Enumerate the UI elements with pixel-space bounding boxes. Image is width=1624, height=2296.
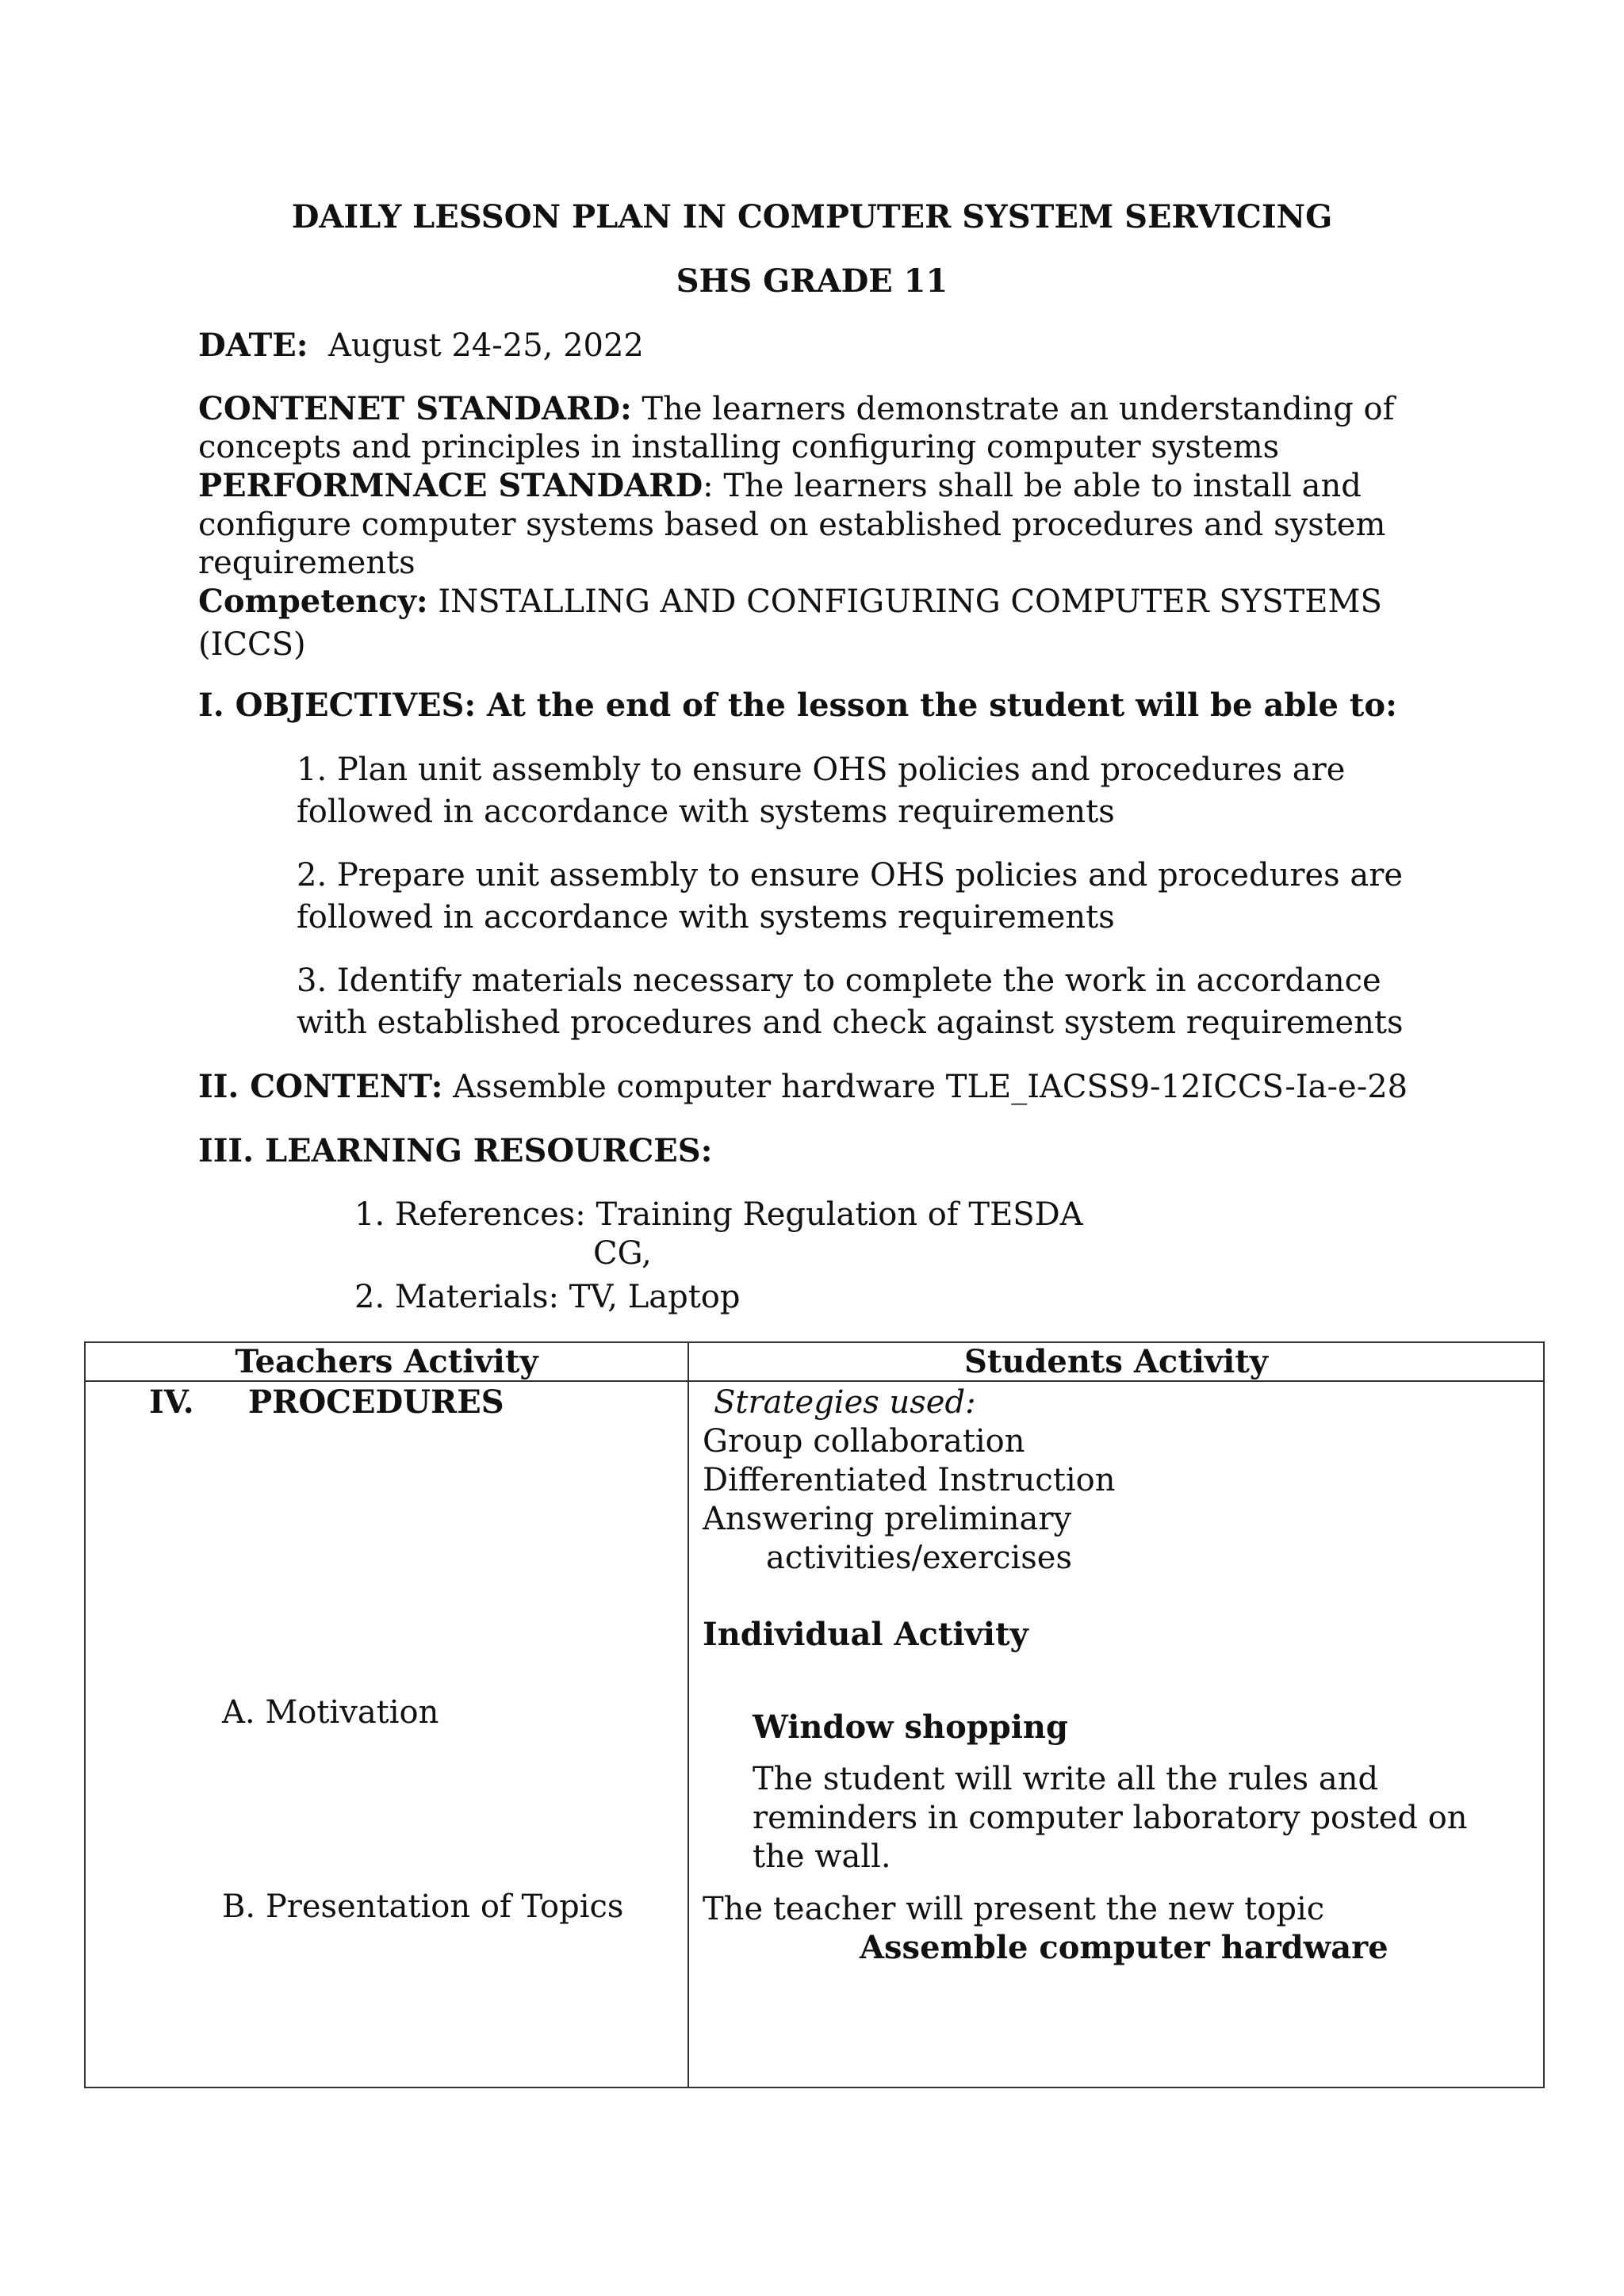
- performance-standard-text: : The learners shall be able to install and: [703, 468, 1362, 504]
- performance-standard-cont2: requirements: [198, 545, 416, 581]
- content-standard-label: CONTENET STANDARD:: [198, 390, 632, 427]
- performance-standard-cont: configure computer systems based on established procedures and system: [198, 507, 1386, 543]
- table-column-divider: [688, 1341, 689, 2088]
- strategy-item: activities/exercises: [766, 1540, 1072, 1576]
- objective-3-cont: with established procedures and check against system requirements: [297, 1004, 1404, 1041]
- date-line: [198, 327, 644, 365]
- strategy-item: Differentiated Instruction: [703, 1462, 1116, 1498]
- content-standard-cont: concepts and principles in installing configuring computer systems: [198, 429, 1280, 465]
- competency-cont: (ICCS): [198, 626, 306, 663]
- procedures-number: IV.: [149, 1383, 194, 1421]
- presentation-label: B. Presentation of Topics: [222, 1888, 624, 1925]
- window-shopping-heading: Window shopping: [753, 1709, 1068, 1746]
- date-value: August 24-25, 2022: [328, 327, 644, 364]
- content-line: [198, 1068, 1408, 1106]
- table-border-bottom: [84, 2087, 1545, 2088]
- resource-materials: 2. Materials: TV, Laptop: [354, 1279, 741, 1315]
- topic-title: Assemble computer hardware: [860, 1929, 1388, 1966]
- date-label: DATE:: [198, 327, 308, 364]
- strategy-item: Group collaboration: [703, 1423, 1025, 1460]
- grade-level: SHS GRADE 11: [676, 262, 948, 300]
- performance-standard-label: PERFORMNACE STANDARD: [198, 467, 703, 504]
- resource-references: 1. References: Training Regulation of TESDA: [354, 1196, 1083, 1233]
- objective-1-cont: followed in accordance with systems requirements: [297, 794, 1115, 830]
- objectives-heading: I. OBJECTIVES: At the end of the lesson the student will be able to:: [198, 687, 1397, 724]
- motivation-label: A. Motivation: [222, 1694, 439, 1731]
- window-shopping-desc: The student will write all the rules and: [753, 1761, 1379, 1797]
- page-title: DAILY LESSON PLAN IN COMPUTER SYSTEM SERVICING: [291, 198, 1333, 235]
- objective-2: 2. Prepare unit assembly to ensure OHS policies and procedures are: [297, 857, 1403, 894]
- competency: [198, 583, 1382, 621]
- table-border-right: [1543, 1341, 1545, 2088]
- competency-text: INSTALLING AND CONFIGURING COMPUTER SYSTEMS: [427, 584, 1382, 620]
- resource-references-cont: CG,: [593, 1235, 652, 1272]
- resources-heading: III. LEARNING RESOURCES:: [198, 1132, 713, 1169]
- window-shopping-desc: reminders in computer laboratory posted on: [753, 1800, 1468, 1836]
- col-header-teachers: Teachers Activity: [235, 1343, 538, 1380]
- strategies-label: Strategies used:: [714, 1384, 976, 1421]
- procedures-heading: PROCEDURES: [248, 1383, 504, 1421]
- objective-1: 1. Plan unit assembly to ensure OHS policies and procedures are: [297, 752, 1346, 788]
- strategy-item: Answering preliminary: [703, 1501, 1072, 1537]
- table-border-left: [84, 1341, 86, 2088]
- competency-label: Competency:: [198, 583, 428, 620]
- content-label: II. CONTENT:: [198, 1068, 443, 1105]
- individual-activity-heading: Individual Activity: [703, 1616, 1028, 1653]
- content-standard: [198, 390, 1394, 428]
- content-value: Assemble computer hardware TLE_IACSS9-12ICCS-Ia-e-28: [442, 1069, 1408, 1105]
- window-shopping-desc: the wall.: [753, 1839, 891, 1875]
- presentation-text: The teacher will present the new topic: [703, 1891, 1325, 1927]
- content-standard-text: The learners demonstrate an understanding of: [631, 391, 1395, 427]
- col-header-students: Students Activity: [963, 1343, 1269, 1380]
- objective-3: 3. Identify materials necessary to complete the work in accordance: [297, 962, 1381, 999]
- performance-standard: [198, 467, 1362, 505]
- objective-2-cont: followed in accordance with systems requirements: [297, 899, 1115, 936]
